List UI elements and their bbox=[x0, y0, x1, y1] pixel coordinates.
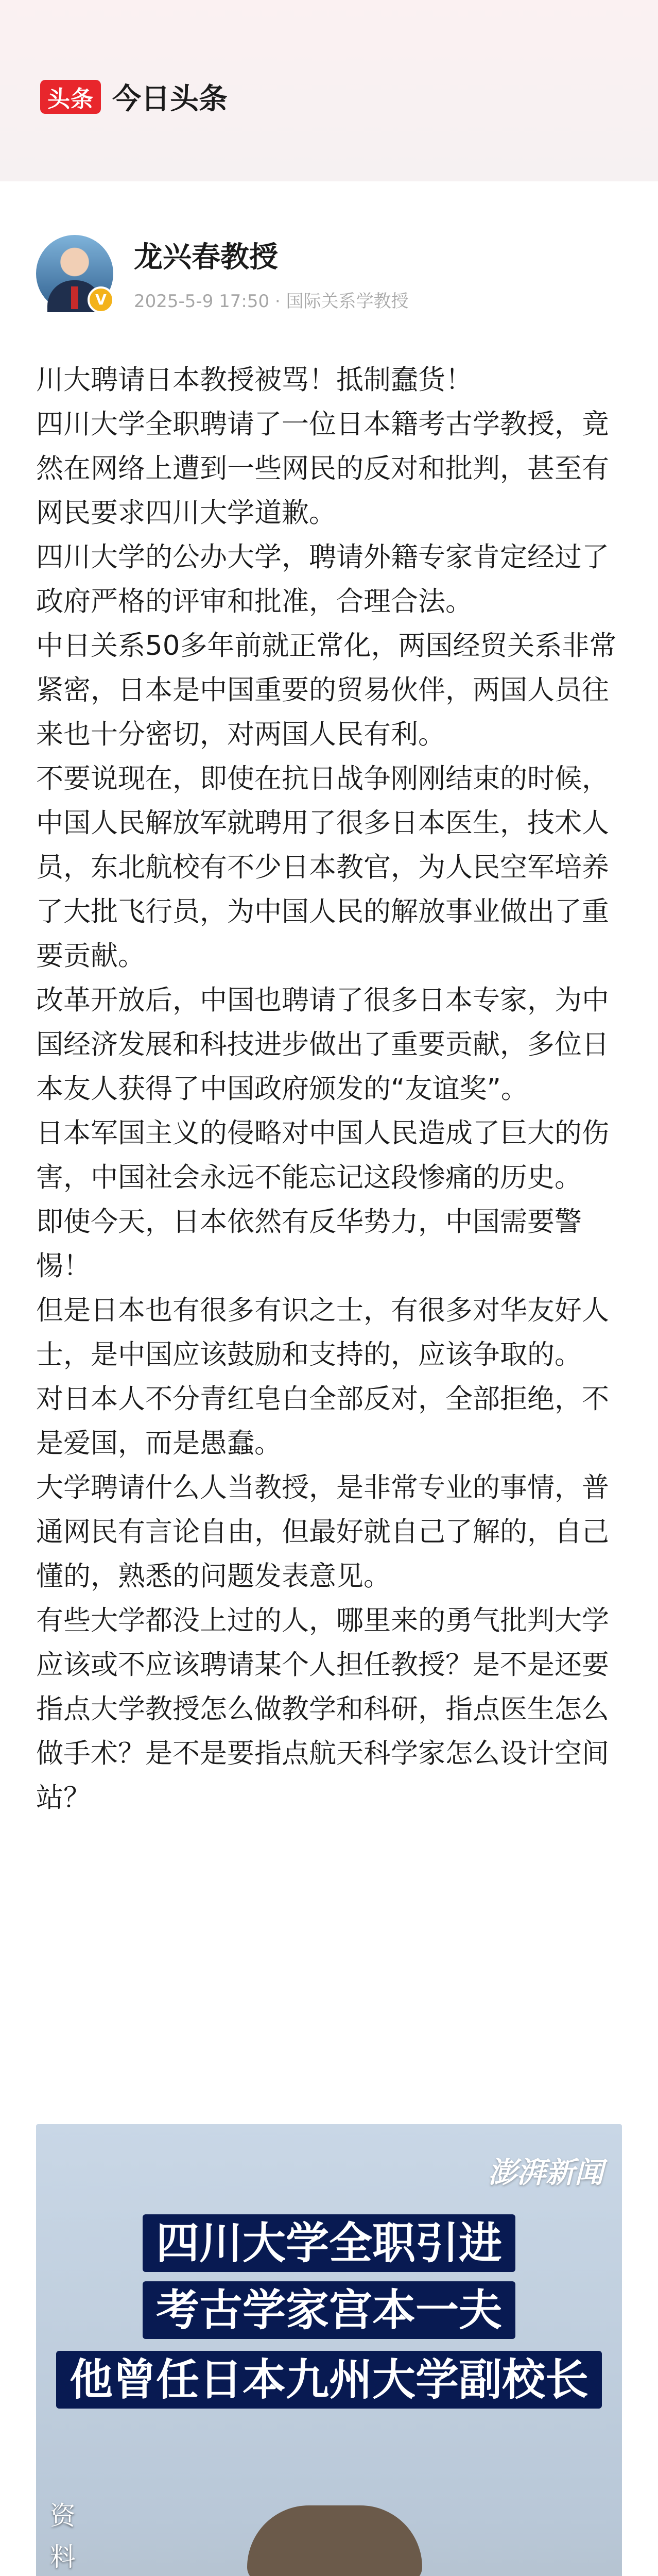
source-logo: 澎湃新闻 bbox=[488, 2156, 603, 2190]
toutiao-logo: 头条 bbox=[40, 80, 101, 114]
author-info bbox=[134, 234, 409, 312]
article-paragraph: 即使今天，日本依然有反华势力，中国需要警惕！ bbox=[36, 1206, 582, 1282]
app-header bbox=[0, 0, 658, 181]
avatar[interactable] bbox=[36, 235, 113, 312]
article-paragraph: 但是日本也有很多有识之士，有很多对华友好人士，是中国应该鼓励和支持的，应该争取的。 bbox=[36, 1295, 609, 1370]
news-image[interactable] bbox=[36, 2124, 622, 2576]
author-header[interactable] bbox=[36, 234, 409, 312]
article-paragraph: 四川大学全职聘请了一位日本籍考古学教授，竟然在网络上遭到一些网民的反对和批判，甚至有网民要求四川大学道歉。 bbox=[36, 409, 609, 529]
app-name: 今日头条 bbox=[112, 82, 228, 116]
article-body bbox=[36, 358, 623, 1820]
headline-line-2: 考古学家宫本一夫 bbox=[36, 2281, 622, 2339]
article-paragraph: 四川大学的公办大学，聘请外籍专家肯定经过了政府严格的评审和批准，合理合法。 bbox=[36, 541, 609, 617]
side-label: 资 料 bbox=[50, 2501, 76, 2572]
post-meta: 2025-5-9 17:50 · 国际关系学教授 bbox=[134, 291, 409, 312]
article-paragraph: 对日本人不分青红皂白全部反对，全部拒绝，不是爱国，而是愚蠢。 bbox=[36, 1383, 609, 1459]
headline-line-1: 四川大学全职引进 bbox=[36, 2214, 622, 2272]
article-paragraph: 有些大学都没上过的人，哪里来的勇气批判大学应该或不应该聘请某个人担任教授？是不是还要指点大学教授怎么做教学和科研，指点医生怎么做手术？是不是要指点航天科学家怎么设计空间站？ bbox=[36, 1605, 609, 1814]
author-name[interactable]: 龙兴春教授 bbox=[134, 241, 278, 274]
verified-badge-icon: V bbox=[88, 286, 114, 313]
portrait-hair bbox=[247, 2505, 422, 2576]
article-paragraph: 中日关系50多年前就正常化，两国经贸关系非常紧密，日本是中国重要的贸易伙伴，两国人员往来也十分密切，对两国人民有利。 bbox=[36, 630, 617, 750]
article-paragraph: 日本军国主义的侵略对中国人民造成了巨大的伤害，中国社会永远不能忘记这段惨痛的历史。 bbox=[36, 1117, 609, 1193]
app-brand[interactable] bbox=[40, 76, 228, 117]
professor-portrait bbox=[185, 2505, 484, 2576]
article-paragraph: 大学聘请什么人当教授，是非常专业的事情，普通网民有言论自由，但最好就自己了解的，自己懂的，熟悉的问题发表意见。 bbox=[36, 1472, 609, 1592]
article-paragraph: 改革开放后，中国也聘请了很多日本专家，为中国经济发展和科技进步做出了重要贡献，多位日本友人获得了中国政府颁发的“友谊奖”。 bbox=[36, 985, 609, 1105]
article-paragraph: 不要说现在，即使在抗日战争刚刚结束的时候，中国人民解放军就聘用了很多日本医生，技术人员，东北航校有不少日本教官，为人民空军培养了大批飞行员，为中国人民的解放事业做出了重要贡献。 bbox=[36, 763, 609, 972]
headline-line-3: 他曾任日本九州大学副校长 bbox=[36, 2351, 622, 2409]
avatar-tie bbox=[71, 286, 78, 309]
article-paragraph: 川大聘请日本教授被骂！抵制蠢货！ bbox=[36, 364, 473, 396]
